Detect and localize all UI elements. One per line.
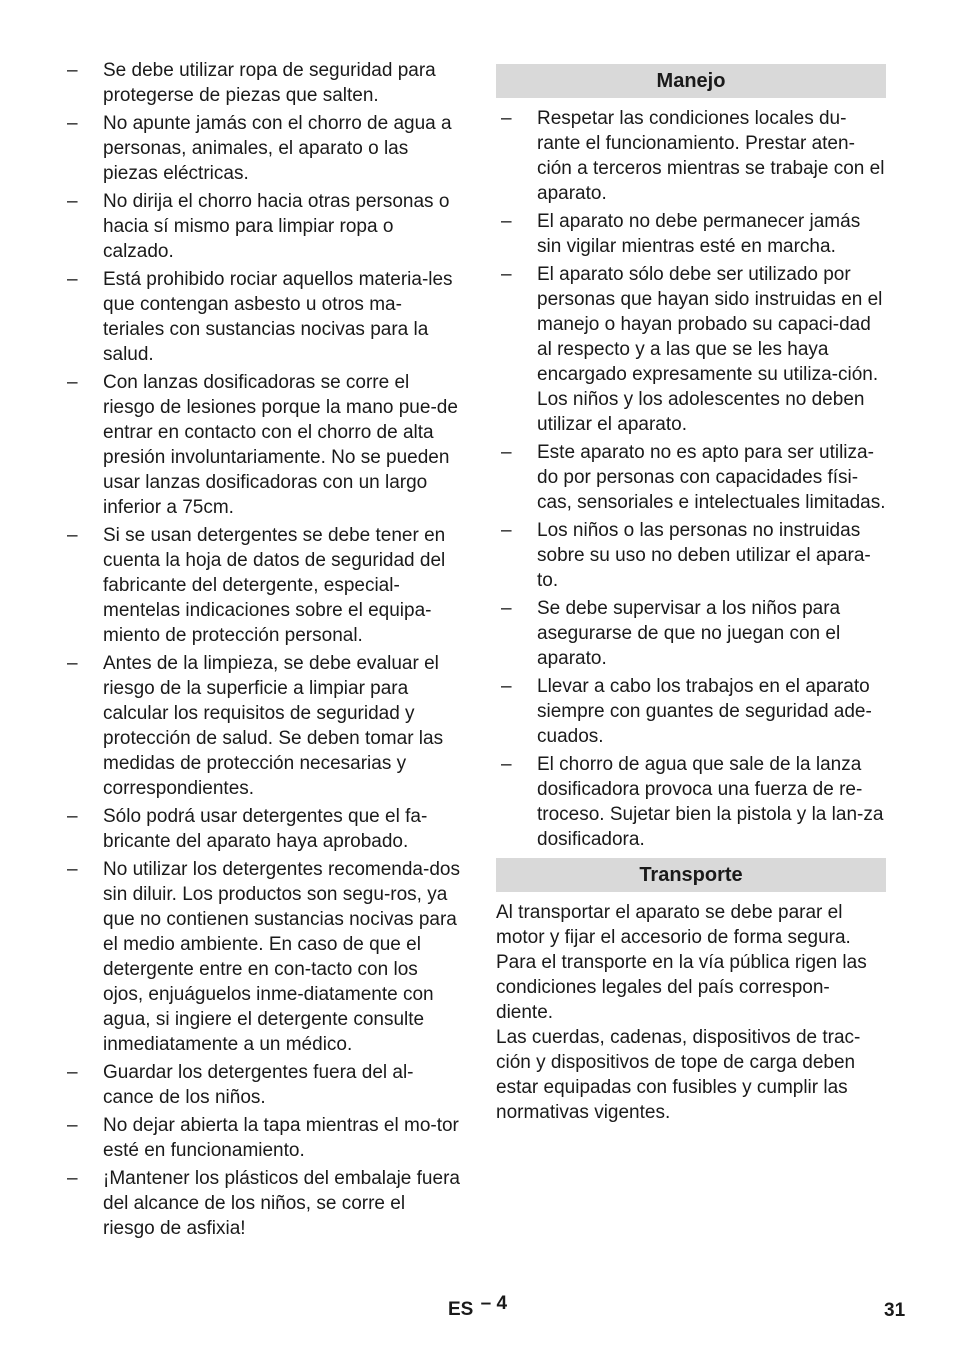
list-item: – No utilizar los detergentes recomenda-dos sin diluir. Los productos son segu-ros, ya que no contienen sustancias nocivas para el medio ambiente. En caso de que el detergente entre en con-tacto con los ojos, enjuáguelos inme-diatamente con agua, si ingiere el detergente consulte inmediatamente a un médico. (67, 859, 460, 1055)
list-item: – No apunte jamás con el chorro de agua a personas, animales, el aparato o las piezas eléctricas. (67, 113, 452, 184)
list-item: – Los niños o las personas no instruidas sobre su uso no deben utilizar el apara-to. (501, 520, 871, 591)
section-heading-transporte: Transporte (496, 858, 886, 892)
list-item: – Con lanzas dosificadoras se corre el riesgo de lesiones porque la mano pue-de entrar en contacto con el chorro de alta presión involuntariamente. No se pueden usar lanzas dosificadoras con un largo inferior a 75cm. (67, 372, 458, 518)
section-heading-manejo: Manejo (496, 64, 886, 98)
list-item: – Antes de la limpieza, se debe evaluar el riesgo de la superficie a limpiar para calcular los requisitos de seguridad y protección de salud. Se deben tomar las medidas de protección necesarias y correspondientes. (67, 653, 444, 799)
list-item: – Está prohibido rociar aquellos materia-les que contengan asbesto u otros ma-teriales con sustancias nocivas para la salud. (67, 269, 453, 365)
list-item: – Llevar a cabo los trabajos en el aparato siempre con guantes de seguridad ade-cuados. (501, 676, 872, 747)
list-item: – Sólo podrá usar detergentes que el fa-bricante del aparato haya aprobado. (67, 806, 428, 852)
list-item: – Este aparato no es apto para ser utiliza-do por personas con capacidades físi-cas, sensoriales e intelectuales limitadas. (501, 442, 886, 513)
list-item: – Se debe utilizar ropa de seguridad para protegerse de piezas que salten. (67, 60, 436, 106)
footer-language: ES (448, 1299, 474, 1320)
footer-section-label (448, 1293, 508, 1322)
list-item: – Guardar los detergentes fuera del al-cance de los niños. (67, 1062, 414, 1108)
transporte-paragraph: Las cuerdas, cadenas, dispositivos de trac-ción y dispositivos de tope de carga deben estar equipadas con fusibles y cumplir las normativas vigentes. (496, 1027, 861, 1123)
left-column (62, 58, 460, 1244)
list-item: – Respetar las condiciones locales du-rante el funcionamiento. Prestar aten-ción a terceros mientras se trabaje con el aparato. (501, 108, 885, 204)
list-item: – El chorro de agua que sale de la lanza dosificadora provoca una fuerza de re-troceso. Sujetar bien la pistola y la lan-za dosificadora. (501, 754, 884, 850)
list-item: – El aparato no debe permanecer jamás sin vigilar mientras esté en marcha. (501, 211, 861, 257)
list-item: – El aparato sólo debe ser utilizado por personas que hayan sido instruidas en el manejo o hayan probado su capaci-dad al respecto y a las que se les haya encargado expresamente su utiliza-ción. Los niños y los adolescentes no deben utilizar el aparato. (501, 264, 883, 435)
footer-section-page: – 4 (480, 1293, 508, 1314)
list-item: – No dirija el chorro hacia otras personas o hacia sí mismo para limpiar ropa o calzado. (67, 191, 450, 262)
list-item: – Se debe supervisar a los niños para asegurarse de que no juegan con el aparato. (501, 598, 841, 669)
list-item: – No dejar abierta la tapa mientras el mo-tor esté en funcionamiento. (67, 1115, 459, 1161)
safety-list (62, 58, 460, 1241)
right-column (496, 64, 886, 1125)
manejo-list (496, 106, 886, 852)
list-item: – ¡Mantener los plásticos del embalaje fuera del alcance de los niños, se corre el riesgo de asfixia! (67, 1168, 460, 1239)
list-item: – Si se usan detergentes se debe tener en cuenta la hoja de datos de seguridad del fabricante del detergente, especial-mentelas indicaciones sobre el equipa-miento de protección personal. (67, 525, 446, 646)
transporte-paragraph: Al transportar el aparato se debe parar el motor y fijar el accesorio de forma segura. Para el transporte en la vía pública rigen las condiciones legales del país correspon-diente. (496, 902, 867, 1023)
page-number: 31 (884, 1300, 906, 1321)
